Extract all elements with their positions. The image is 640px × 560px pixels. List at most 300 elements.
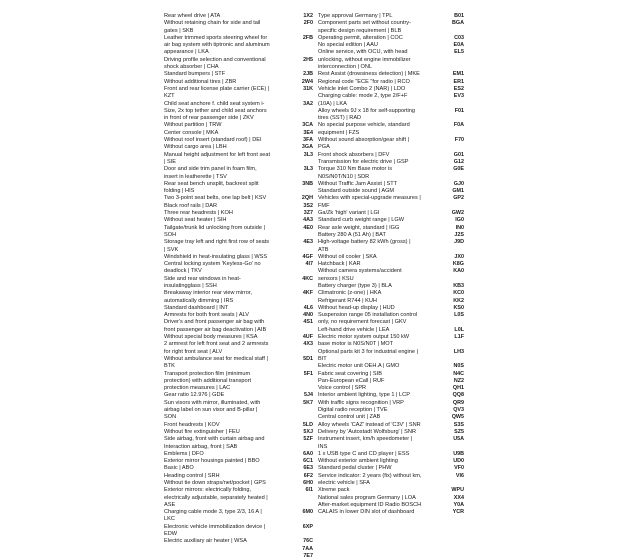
option-code: 4GF xyxy=(302,253,313,260)
option-description: Windshield in heat-insulating glass | WSS xyxy=(164,253,268,260)
option-description: Gear ratio 12.976 | GDE xyxy=(164,392,225,399)
option-code: 6A0 xyxy=(303,450,313,457)
option-description: Voice control | SPR xyxy=(318,385,367,392)
option-code: 5F1 xyxy=(303,370,313,377)
option-description: Delivery by 'Autostadt Wolfsburg' | SNR xyxy=(318,428,416,435)
option-description: Fabric seat covering | SIB xyxy=(318,370,382,377)
option-description: Without camera systems/accident sensors | KSU xyxy=(318,268,402,282)
option-description: Breakaway interior rear view mirror, automatically dimming | IRS xyxy=(164,290,252,304)
option-code: 3A2 xyxy=(303,100,313,107)
option-code: KC0 xyxy=(453,290,464,297)
option-code: G01 xyxy=(453,151,464,158)
option-code: L0S xyxy=(454,312,464,319)
option-description: Two 3-point seat belts, one lap belt | KSV xyxy=(164,195,267,202)
option-entry xyxy=(318,49,464,71)
option-code: 7E7 xyxy=(303,552,313,559)
option-code: 6M0 xyxy=(302,509,313,516)
option-entry xyxy=(318,290,464,297)
option-entry xyxy=(164,239,313,254)
option-entry xyxy=(164,553,313,560)
option-code: VI6 xyxy=(455,472,464,479)
option-description: No special edition | AAU xyxy=(318,42,378,49)
option-description: Without tie down straps/net/pocket | GPS xyxy=(164,480,266,486)
option-code: G12 xyxy=(453,158,464,165)
option-description: Instrument insert, km/h speedometer | INS xyxy=(318,436,413,450)
option-description: Without cargo area | LBH xyxy=(164,144,227,151)
option-code: N4C xyxy=(453,370,464,377)
option-description: Alloy wheels 9J x 18 for self-supporting tires (SST) | RAD xyxy=(318,107,416,122)
option-description: Vehicles with special-upgrade measures | FMF xyxy=(318,195,421,209)
option-code: F70 xyxy=(454,137,464,144)
option-entry xyxy=(164,166,313,181)
option-entry xyxy=(164,195,313,202)
option-description: Standard outside sound | AGM xyxy=(318,188,395,195)
option-description: Service indicator: 2 years (fix) without km, electric vehicle | SFA xyxy=(318,472,422,486)
option-entry xyxy=(318,495,464,502)
option-entry xyxy=(318,283,464,290)
option-entry xyxy=(164,71,313,78)
option-description: Basic | ABO xyxy=(164,465,194,472)
option-description: Optional parts kit 3 for industrial engine | BIT xyxy=(318,348,419,362)
option-code: KA0 xyxy=(453,268,464,275)
option-code: 4KF xyxy=(302,290,313,297)
option-description: Without retaining chain for side and tail gates | SKB xyxy=(164,20,261,34)
option-code: QQ8 xyxy=(452,392,464,399)
option-code: YCR xyxy=(452,509,464,516)
option-description: Without special body measures | KSA xyxy=(164,334,258,341)
option-description: Charging cable: mode 2, type 2/F+F (10A) | LKA xyxy=(318,93,408,107)
option-code: KS0 xyxy=(453,304,464,311)
option-code: UD0 xyxy=(453,458,464,465)
option-entry xyxy=(164,473,313,480)
option-entry xyxy=(318,473,464,488)
option-code: U9B xyxy=(453,450,464,457)
option-description: Online service, with OCU, with head unlocking, without engine immobilizer interconnection | ONL xyxy=(318,49,411,71)
option-entry xyxy=(164,152,313,167)
option-code: QV3 xyxy=(453,407,464,414)
option-entry xyxy=(164,538,313,545)
option-description: Standard bumpers | STF xyxy=(164,71,226,78)
option-code: 6C1 xyxy=(303,458,313,465)
option-code: 5XJ xyxy=(303,428,313,435)
option-entry xyxy=(164,20,313,35)
option-code: EL5 xyxy=(454,49,464,56)
option-entry xyxy=(318,363,464,370)
option-description: Child seat anchore f. child seat system i-Size, 2x top tether and child seat anchors in front of rear passenger side | ZKV xyxy=(164,100,267,122)
option-list-left xyxy=(164,13,313,560)
option-code: GM1 xyxy=(452,188,464,195)
option-entry xyxy=(164,203,313,210)
option-entry xyxy=(164,341,313,356)
option-entry xyxy=(318,268,464,283)
option-code: 4N0 xyxy=(303,312,313,319)
option-description: Pan-European eCall | RUF xyxy=(318,377,385,384)
option-code: 4L6 xyxy=(303,304,313,311)
option-entry xyxy=(164,217,313,224)
option-entry xyxy=(164,137,313,144)
option-entry xyxy=(318,108,464,123)
option-description: Black roof rails | DAR xyxy=(164,202,218,209)
option-entry xyxy=(318,436,464,451)
option-description: Without partition | TRW xyxy=(164,122,222,129)
option-description: Without oil cooler | SKA xyxy=(318,253,377,260)
option-description: 1 x USB type C and CD player | ESS xyxy=(318,450,410,457)
option-entry xyxy=(318,451,464,458)
option-description: Emblems | DFO xyxy=(164,450,204,457)
option-code: N0S xyxy=(453,363,464,370)
option-description: Charging cable mode 3, type 2/3, 16 A | LKC xyxy=(164,509,262,523)
option-description: Electric auxiliary air heater | WSA xyxy=(164,538,247,545)
option-description xyxy=(164,546,271,553)
option-description: Regional code "ECE "for radio | RCO xyxy=(318,78,410,85)
option-description: Front shock absorbers | DFV xyxy=(318,151,390,158)
option-entry xyxy=(164,422,313,429)
option-entry xyxy=(318,217,464,224)
option-entry xyxy=(164,290,313,305)
option-code: 2FB xyxy=(302,34,313,41)
option-description: Without roof insert (standard roof) | DEI xyxy=(164,137,262,144)
option-entry xyxy=(164,509,313,524)
option-code: QR9 xyxy=(452,399,464,406)
option-entry xyxy=(164,101,313,123)
option-entry xyxy=(164,181,313,196)
option-description: Rear wheel drive | ATA xyxy=(164,13,221,19)
option-code: C03 xyxy=(454,34,464,41)
option-entry xyxy=(318,327,464,334)
option-entry xyxy=(164,312,313,319)
option-entry xyxy=(318,422,464,429)
option-entry xyxy=(164,122,313,129)
option-description: Operating permit, alteration | COC xyxy=(318,34,403,41)
option-code: 3L3 xyxy=(303,151,313,158)
option-entry xyxy=(318,487,464,494)
option-code: 6XP xyxy=(302,523,313,530)
option-description: Without additional tires | ZBR xyxy=(164,78,237,85)
option-entry xyxy=(318,93,464,108)
option-code: 2F0 xyxy=(303,20,313,27)
option-code: SZ5 xyxy=(454,428,464,435)
option-description: Front headrests | KOV xyxy=(164,421,220,428)
option-code: 5D1 xyxy=(303,355,313,362)
option-code: 6I1 xyxy=(305,487,313,494)
option-description: Exterior mirrors: electrically folding, electrically adjustable, separately heated | ASE xyxy=(164,487,268,508)
option-entry xyxy=(318,254,464,261)
option-code: 4E3 xyxy=(303,239,313,246)
option-code: 2JB xyxy=(303,71,313,78)
option-code: 6H0 xyxy=(303,480,313,486)
option-entry xyxy=(318,465,464,472)
option-code: 31K xyxy=(303,85,313,92)
option-entry xyxy=(318,305,464,312)
option-description: Standard dashboard | INT xyxy=(164,304,229,311)
option-code: JX0 xyxy=(454,253,464,260)
option-entry xyxy=(164,458,313,465)
option-entry xyxy=(164,334,313,341)
option-description: Battery 280 A (51 Ah) | BAT xyxy=(318,231,386,238)
option-description: Hatchback | KAR xyxy=(318,261,361,268)
option-code: 2H5 xyxy=(303,56,313,63)
option-entry xyxy=(318,349,464,364)
option-code: KB3 xyxy=(453,282,464,289)
option-code: KK2 xyxy=(453,297,464,304)
option-entry xyxy=(318,225,464,232)
option-description: Exterior mirror housings painted | BBO xyxy=(164,458,260,465)
option-entry xyxy=(318,13,464,20)
option-code: 7AA xyxy=(302,545,313,552)
option-code: 5K7 xyxy=(303,399,313,406)
option-entry xyxy=(318,188,464,195)
option-code: K8G xyxy=(452,261,464,268)
option-entry xyxy=(318,458,464,465)
option-entry xyxy=(164,429,313,436)
option-code: 5ZF xyxy=(303,436,313,443)
option-code: L1F xyxy=(454,334,464,341)
option-entry xyxy=(318,181,464,188)
option-description: Standard curb weight range | LGW xyxy=(318,217,405,224)
option-entry xyxy=(164,57,313,72)
option-code: 3CA xyxy=(302,122,313,129)
option-entry xyxy=(318,79,464,86)
option-description: Interior ambient lighting, type 1 | LCP xyxy=(318,392,410,399)
option-description: Electric motor system output 150 kW base motor is N0S/N0T | MOT xyxy=(318,334,410,348)
option-description: Driving profile selection and conventional shock absorber | CHA xyxy=(164,56,266,71)
option-code: 3GA xyxy=(301,144,313,151)
option-code: Y0A xyxy=(453,501,464,508)
option-description: Heading control | SRH xyxy=(164,472,220,479)
option-code: ER1 xyxy=(453,78,464,85)
option-entry xyxy=(318,232,464,239)
option-entry xyxy=(164,524,313,539)
option-entry xyxy=(318,195,464,210)
option-description: National sales program Germany | LOA xyxy=(318,494,416,501)
option-entry xyxy=(164,86,313,101)
option-code: LH3 xyxy=(453,348,464,355)
option-code: 2QH xyxy=(301,195,313,202)
option-description: Standard pedal cluster | PHW xyxy=(318,465,392,472)
option-entry xyxy=(318,407,464,414)
option-code: G0E xyxy=(453,166,464,173)
option-code: 76C xyxy=(303,538,313,545)
option-entry xyxy=(164,210,313,217)
option-code: GJ0 xyxy=(453,180,464,187)
option-entry xyxy=(318,166,464,181)
option-entry xyxy=(164,144,313,151)
option-code: F0A xyxy=(453,122,464,129)
option-entry xyxy=(164,546,313,553)
option-entry xyxy=(164,79,313,86)
option-code: GW2 xyxy=(451,210,464,217)
option-entry xyxy=(164,356,313,371)
option-description: Central control unit | ZAB xyxy=(318,414,381,421)
option-entry xyxy=(164,371,313,393)
option-code: 3Z7 xyxy=(303,210,313,217)
option-description: Torque 310 Nm Base motor is N0S/N0T/N10 | SDR xyxy=(318,166,392,180)
option-description: Type approval Germany | TPL xyxy=(318,13,393,19)
option-entry xyxy=(318,378,464,385)
option-entry xyxy=(318,122,464,137)
option-description: Without Traffic Jam Assist | STT xyxy=(318,180,398,187)
option-description: Digital radio reception | TVE xyxy=(318,407,388,414)
option-code: WPU xyxy=(451,487,464,494)
option-description: After-market equipment ID Radio BOSCH xyxy=(318,501,422,508)
option-code: F01 xyxy=(454,107,464,114)
option-description: Alloy wheels 'CAZ' instead of 'C3V' | SNR xyxy=(318,421,421,428)
option-description: Door and side trim panel in foam film, insert in leatherette | TSV xyxy=(164,166,257,180)
option-entry xyxy=(164,276,313,291)
option-entry xyxy=(318,159,464,166)
option-description: With traffic signs recognition | VRP xyxy=(318,399,404,406)
option-description: Rear seat bench unsplit, backrest split folding | HIS xyxy=(164,180,259,195)
option-entry xyxy=(318,71,464,78)
option-description: Sun visors with mirror, illuminated, with airbag label on sun visor and B-pillar | SON xyxy=(164,399,261,421)
option-code: 4S1 xyxy=(303,319,313,326)
option-list-right xyxy=(318,13,464,516)
option-entry xyxy=(164,480,313,487)
option-entry xyxy=(164,451,313,458)
option-entry xyxy=(318,392,464,399)
option-description: No special purpose vehicle, standard equipment | FZS xyxy=(318,122,410,136)
option-description: Armrests for both front seats | ALV xyxy=(164,312,249,319)
option-entry xyxy=(318,210,464,217)
option-code: J2S xyxy=(454,231,464,238)
option-description: Xtreme pack xyxy=(318,487,350,494)
option-description: Side airbag, front with curtain airbag and Interaction airbag, front | SAB xyxy=(164,436,265,450)
option-code: 2W4 xyxy=(301,78,313,85)
option-description: Center console | MKA xyxy=(164,129,219,136)
option-code: 3NB xyxy=(302,180,313,187)
option-description: High-voltage battery 82 kWh (gross) | ATB xyxy=(318,239,411,253)
option-entry xyxy=(318,137,464,152)
option-code: 4E0 xyxy=(303,224,313,231)
option-code: 1X2 xyxy=(303,13,313,19)
option-description: Tailgate/trunk lid unlocking from outside | SOH xyxy=(164,224,265,238)
option-code: NZ2 xyxy=(453,377,464,384)
option-entry xyxy=(318,239,464,254)
option-description: Ga/Zk 'high' variant | LGI xyxy=(318,210,380,217)
option-entry xyxy=(318,20,464,35)
option-code: ES2 xyxy=(453,85,464,92)
option-code: IN0 xyxy=(455,224,464,231)
option-code: QH1 xyxy=(452,385,464,392)
option-description: Three rear headrests | KOH xyxy=(164,210,233,217)
option-entry xyxy=(318,298,464,305)
option-entry xyxy=(318,152,464,159)
option-description: Without head-up display | HUD xyxy=(318,304,395,311)
option-code: QW5 xyxy=(451,414,464,421)
option-code: EM1 xyxy=(452,71,464,78)
option-code: 5J4 xyxy=(304,392,313,399)
option-entry xyxy=(164,400,313,422)
option-code: U5A xyxy=(453,436,464,443)
option-code: 3E4 xyxy=(303,129,313,136)
option-entry xyxy=(318,502,464,509)
option-entry xyxy=(318,35,464,42)
option-entry xyxy=(318,42,464,49)
option-entry xyxy=(318,414,464,421)
option-entry xyxy=(318,261,464,268)
option-entry xyxy=(164,225,313,240)
option-code: 4I7 xyxy=(305,261,313,268)
option-description: Transport protection film (minimum protection) with additional transport protection measures | LAC xyxy=(164,370,252,392)
option-description: Manual height adjustment for left front seat | SIE xyxy=(164,151,271,165)
option-entry xyxy=(318,312,464,327)
option-code: 4X3 xyxy=(303,341,313,348)
option-code: S3S xyxy=(453,421,464,428)
option-description: CALAIS in lower DIN slot of dashboard xyxy=(318,509,415,516)
option-entry xyxy=(164,35,313,57)
option-entry xyxy=(164,392,313,399)
option-code: VF0 xyxy=(454,465,464,472)
option-description: Front and rear license plate carrier (ECE) | KZT xyxy=(164,85,270,100)
option-description xyxy=(164,553,271,560)
option-entry xyxy=(318,429,464,436)
option-description: Climatronic (z-one) | HKA xyxy=(318,290,382,297)
option-description: Without seat heater | SIH xyxy=(164,217,227,224)
option-description: Leather trimmed sports steering wheel for air bag system with tiptronic and aluminum appearance | LKA xyxy=(164,34,270,56)
option-description: Left-hand drive vehicle | LEA xyxy=(318,326,390,333)
option-description: Vehicle inlet Combo 2 (NAR) | LDO xyxy=(318,85,406,92)
option-entry xyxy=(164,319,313,334)
option-entry xyxy=(164,487,313,509)
option-entry xyxy=(164,436,313,451)
option-description: Without fire extinguisher | FEU xyxy=(164,428,240,435)
option-code: 6E3 xyxy=(303,465,313,472)
option-entry xyxy=(164,130,313,137)
option-code: 4A3 xyxy=(303,217,313,224)
option-entry xyxy=(318,371,464,378)
option-code: 6F2 xyxy=(303,472,313,479)
option-description: Storage tray left and right first row of seats | SVK xyxy=(164,239,270,253)
option-code: EV3 xyxy=(453,93,464,100)
option-code: B01 xyxy=(454,13,464,19)
option-description: Central locking system 'Keyless-Go' no deadlock | TKV xyxy=(164,261,261,275)
option-code: GP2 xyxy=(453,195,464,202)
option-entry xyxy=(164,13,313,20)
option-description: Rest Assist (drowsiness detection) | MKE xyxy=(318,71,420,78)
option-description: 2 armrest for left front seat and 2 armrests for right front seat | ALV xyxy=(164,341,269,355)
option-code: 4UF xyxy=(302,334,313,341)
option-description: Without sound absorption/gear shift | PGA xyxy=(318,137,410,151)
option-entry xyxy=(164,305,313,312)
option-code: XX4 xyxy=(453,494,464,501)
option-code: 3S2 xyxy=(303,202,313,209)
option-description: Battery charger (type 3) | BLA xyxy=(318,282,392,289)
option-code: IG0 xyxy=(455,217,464,224)
option-code: E0A xyxy=(453,42,464,49)
option-code: 5LD xyxy=(302,421,313,428)
option-description: Driver's and front passenger air bag with front passenger air bag deactivation | AIB xyxy=(164,319,267,333)
option-description: Transmission for electric drive | GSP xyxy=(318,158,409,165)
option-entry xyxy=(164,254,313,261)
option-description: Rear axle weight, standard | IGG xyxy=(318,224,400,231)
option-description: Without exterior ambient lighting xyxy=(318,458,398,465)
option-entry xyxy=(318,86,464,93)
option-code: J9D xyxy=(454,239,464,246)
option-description: Component parts set without country-specific design requirement | BLB xyxy=(318,20,411,34)
option-code: BGA xyxy=(452,20,464,27)
option-description: Electric motor unit OEH.A | GMO xyxy=(318,363,400,370)
option-description: Refrigerant R744 | KUH xyxy=(318,297,377,304)
option-entry xyxy=(164,465,313,472)
option-description: Without ambulance seat for medical staff | BTK xyxy=(164,355,268,370)
option-description: Side and rear windows in heat-insulatingglass | SSH xyxy=(164,275,241,289)
option-code: 3L3 xyxy=(303,166,313,173)
option-entry xyxy=(318,334,464,349)
option-code: L0L xyxy=(454,326,464,333)
option-entry xyxy=(318,400,464,407)
option-entry xyxy=(164,261,313,276)
option-entry xyxy=(318,385,464,392)
